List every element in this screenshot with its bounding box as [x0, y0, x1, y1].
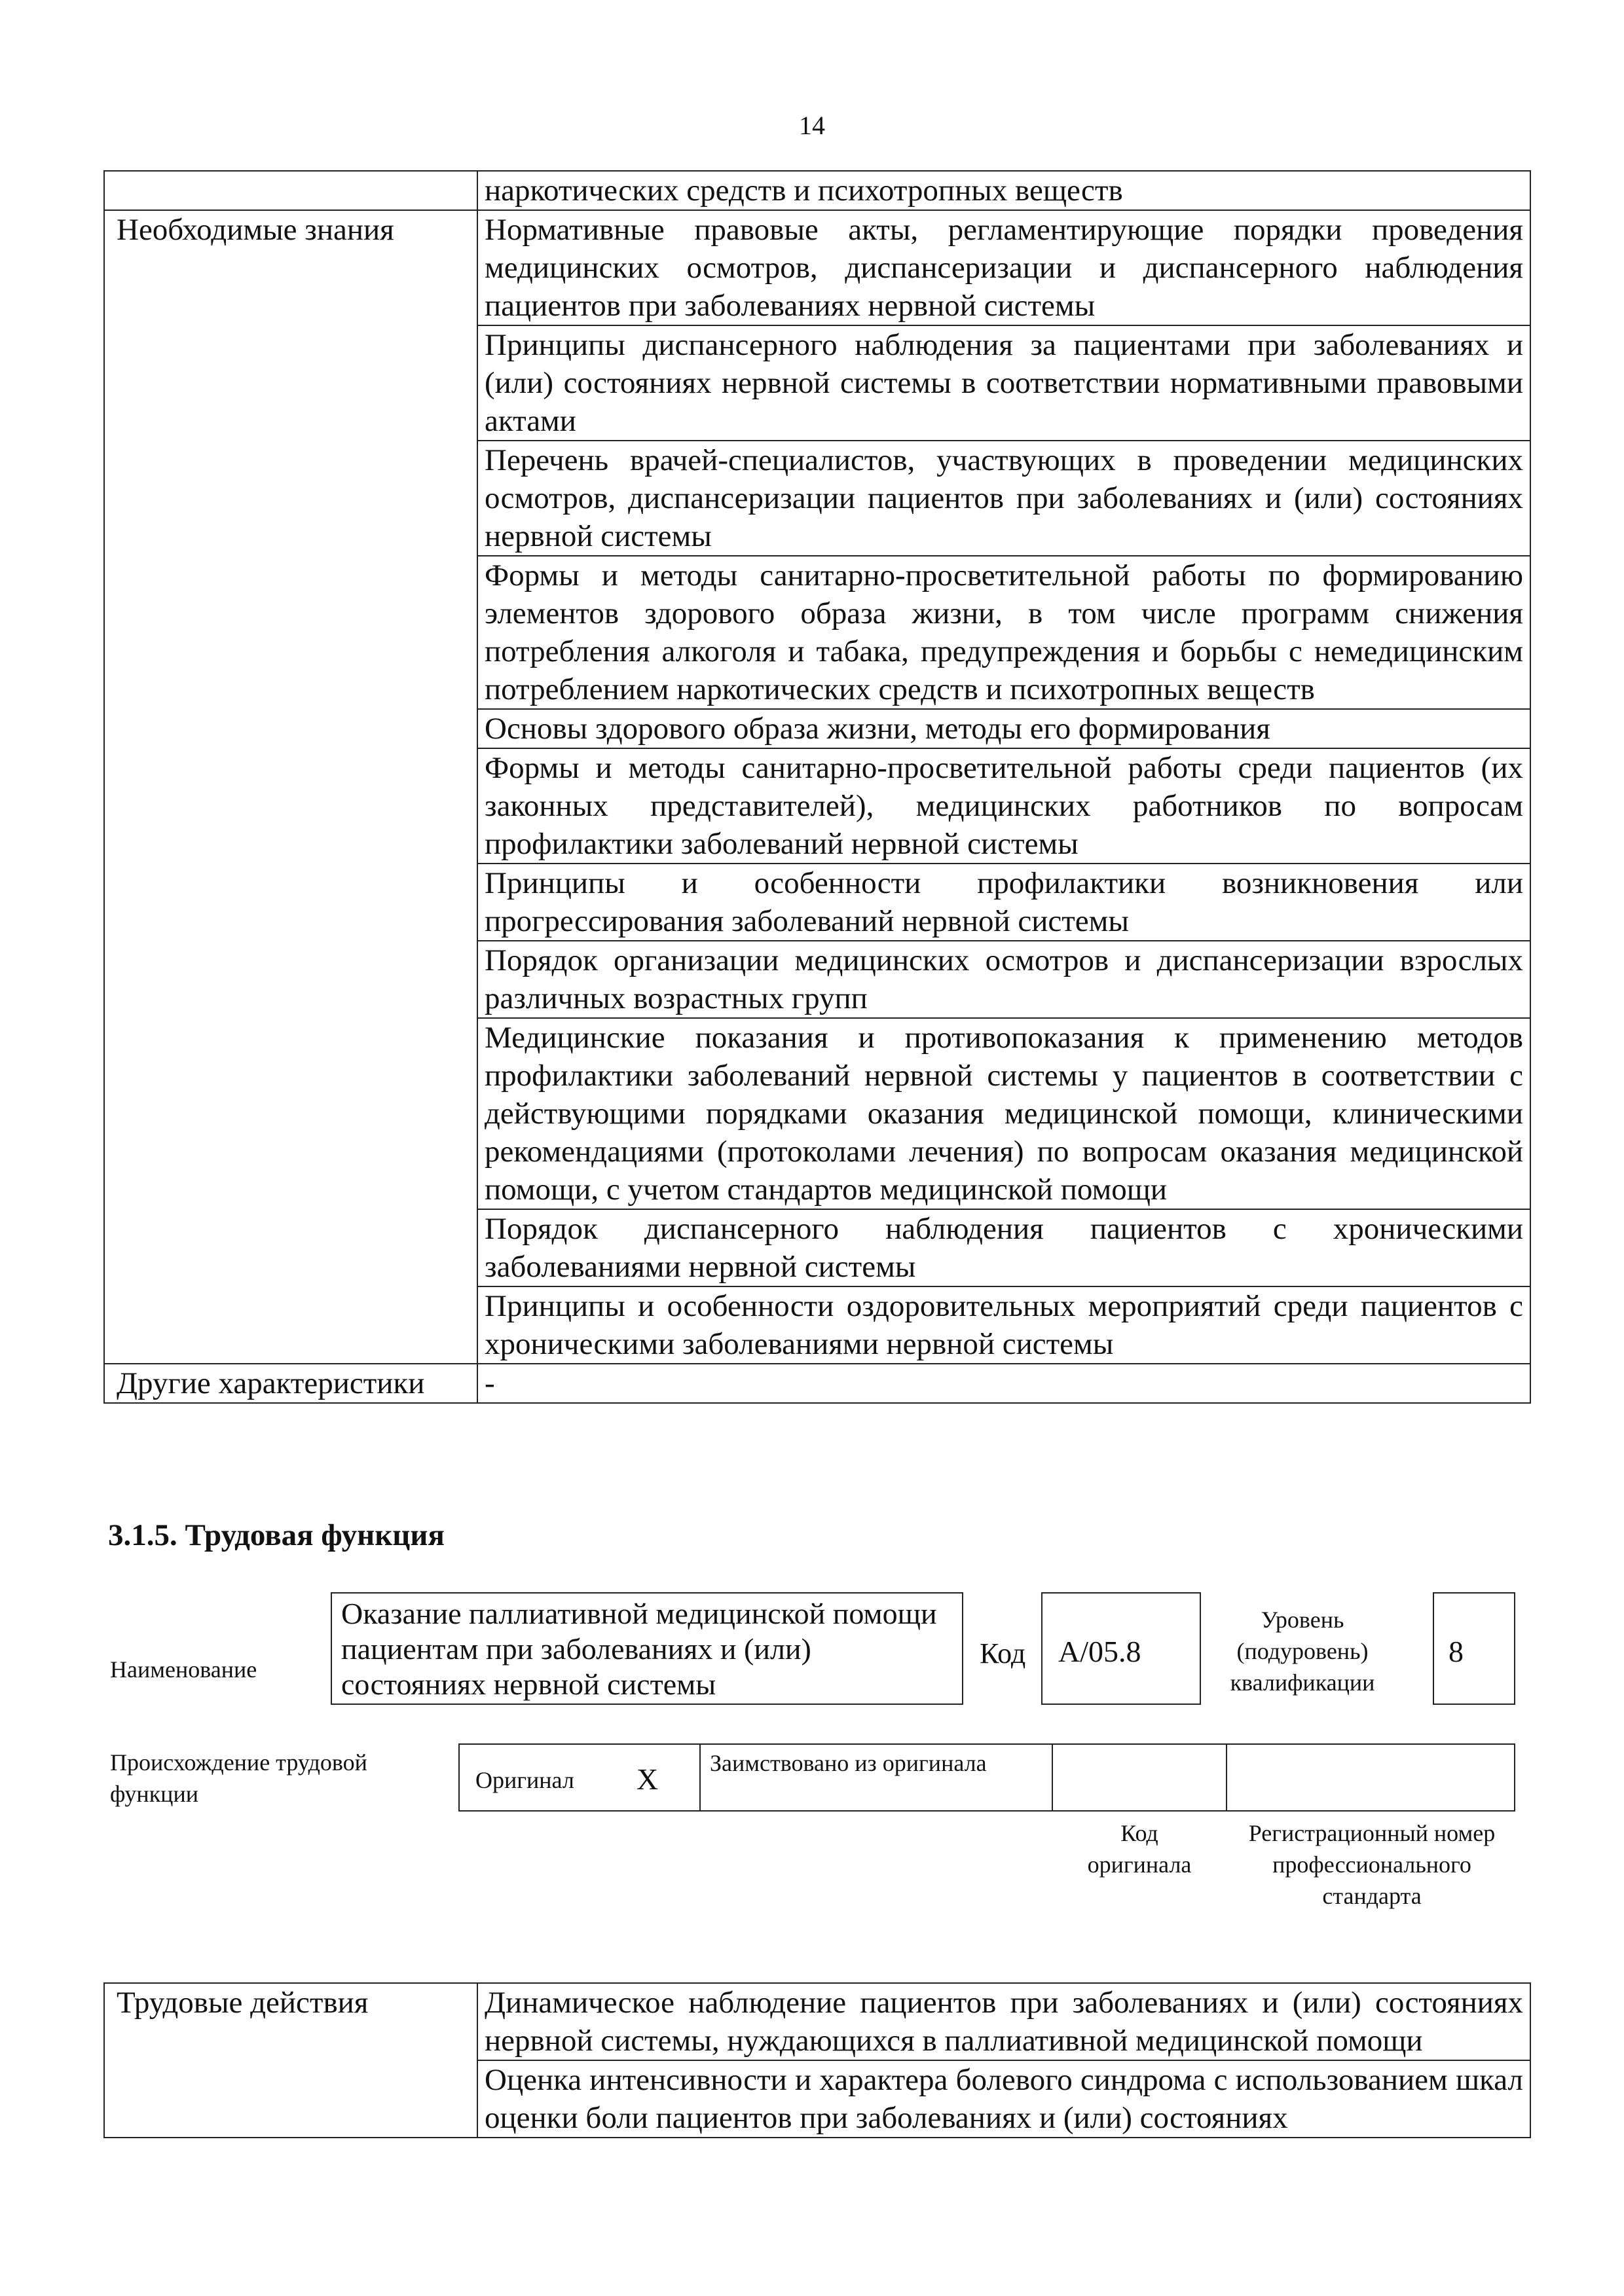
table-row: [104, 171, 1530, 210]
borrowed-cell: [699, 1743, 1053, 1812]
original-mark: Х: [637, 1762, 659, 1796]
level-box: [1433, 1592, 1515, 1705]
knowledge-item: Перечень врачей-специалистов, участвующих в проведении медицинских осмотров, диспансеризации пациентов при заболеваниях и (или) состояниях нервной системы: [477, 441, 1530, 556]
section-heading: 3.1.5. Трудовая функция: [108, 1518, 445, 1552]
continued-cell: наркотических средств и психотропных веществ: [477, 171, 1530, 210]
knowledge-item: Порядок диспансерного наблюдения пациентов с хроническими заболеваниями нервной системы: [477, 1209, 1530, 1286]
code-original-label: Код оригинала: [1087, 1820, 1192, 1878]
action-item: Динамическое наблюдение пациентов при заболеваниях и (или) состояниях нервной системы, нуждающихся в паллиативной медицинской помощи: [477, 1983, 1530, 2060]
knowledge-item: Принципы и особенности оздоровительных мероприятий среди пациентов с хроническими заболеваниями нервной системы: [477, 1286, 1530, 1364]
reg-number-cell: [1226, 1743, 1515, 1812]
reg-number-label: Регистрационный номер профессионального стандарта: [1248, 1820, 1496, 1909]
code-original-cell: [1052, 1743, 1227, 1812]
action-item: Оценка интенсивности и характера болевого синдрома с использованием шкал оценки боли пациентов при заболеваниях и (или) состояниях: [477, 2060, 1530, 2138]
level-label: Уровень (подуровень) квалификации: [1230, 1607, 1375, 1696]
page-number: 14: [799, 111, 825, 140]
knowledge-item: Основы здорового образа жизни, методы его формирования: [477, 709, 1530, 748]
actions-table: [103, 1982, 1531, 2138]
knowledge-label: Необходимые знания: [104, 210, 477, 1364]
code-value: А/05.8: [1058, 1635, 1141, 1668]
other-characteristics-label: Другие характеристики: [104, 1364, 477, 1403]
origin-label: Происхождение трудовой функции: [110, 1749, 367, 1807]
knowledge-item: Медицинские показания и противопоказания к применению методов профилактики заболеваний нервной системы у пациентов в соответствии с действующими порядками оказания медицинской помощи, клиническими рекомендациями (протоколами лечения) по вопросам оказания медицинской помощи, с учетом стандартов медицинской помощи: [477, 1018, 1530, 1209]
function-name-box: [331, 1592, 963, 1705]
name-label: Наименование: [110, 1656, 257, 1683]
knowledge-item: Формы и методы санитарно-просветительной работы среди пациентов (их законных представителей), медицинских работников по вопросам профилактики заболеваний нервной системы: [477, 748, 1530, 864]
other-characteristics-value: -: [477, 1364, 1530, 1403]
table-row: [104, 1983, 1530, 2060]
function-name: Оказание паллиативной медицинской помощи пациентам при заболеваниях и (или) состояниях нервной системы: [341, 1597, 937, 1701]
knowledge-table: [103, 170, 1531, 1404]
knowledge-item: Порядок организации медицинских осмотров и диспансеризации взрослых различных возрастных групп: [477, 941, 1530, 1018]
knowledge-item: Принципы диспансерного наблюдения за пациентами при заболеваниях и (или) состояниях нервной системы в соответствии нормативными правовыми актами: [477, 325, 1530, 441]
level-value: 8: [1449, 1635, 1464, 1668]
original-label: Оригинал: [475, 1767, 574, 1793]
code-box: [1041, 1592, 1201, 1705]
borrowed-label: Заимствовано из оригинала: [710, 1750, 987, 1776]
knowledge-item: Формы и методы санитарно-просветительной работы по формированию элементов здорового образа жизни, в том числе программ снижения потребления алкоголя и табака, предупреждения и борьбы с немедицинским потреблением наркотических средств и психотропных веществ: [477, 556, 1530, 709]
knowledge-item: Нормативные правовые акты, регламентирующие порядки проведения медицинских осмотров, диспансеризации и диспансерного наблюдения пациентов при заболеваниях нервной системы: [477, 210, 1530, 325]
original-cell: [458, 1743, 701, 1812]
table-row: [104, 1364, 1530, 1403]
empty-label-cell: [104, 171, 477, 210]
actions-label: Трудовые действия: [104, 1983, 477, 2138]
knowledge-item: Принципы и особенности профилактики возникновения или прогрессирования заболеваний нервной системы: [477, 864, 1530, 941]
table-row: [104, 210, 1530, 325]
code-label: Код: [980, 1637, 1026, 1669]
